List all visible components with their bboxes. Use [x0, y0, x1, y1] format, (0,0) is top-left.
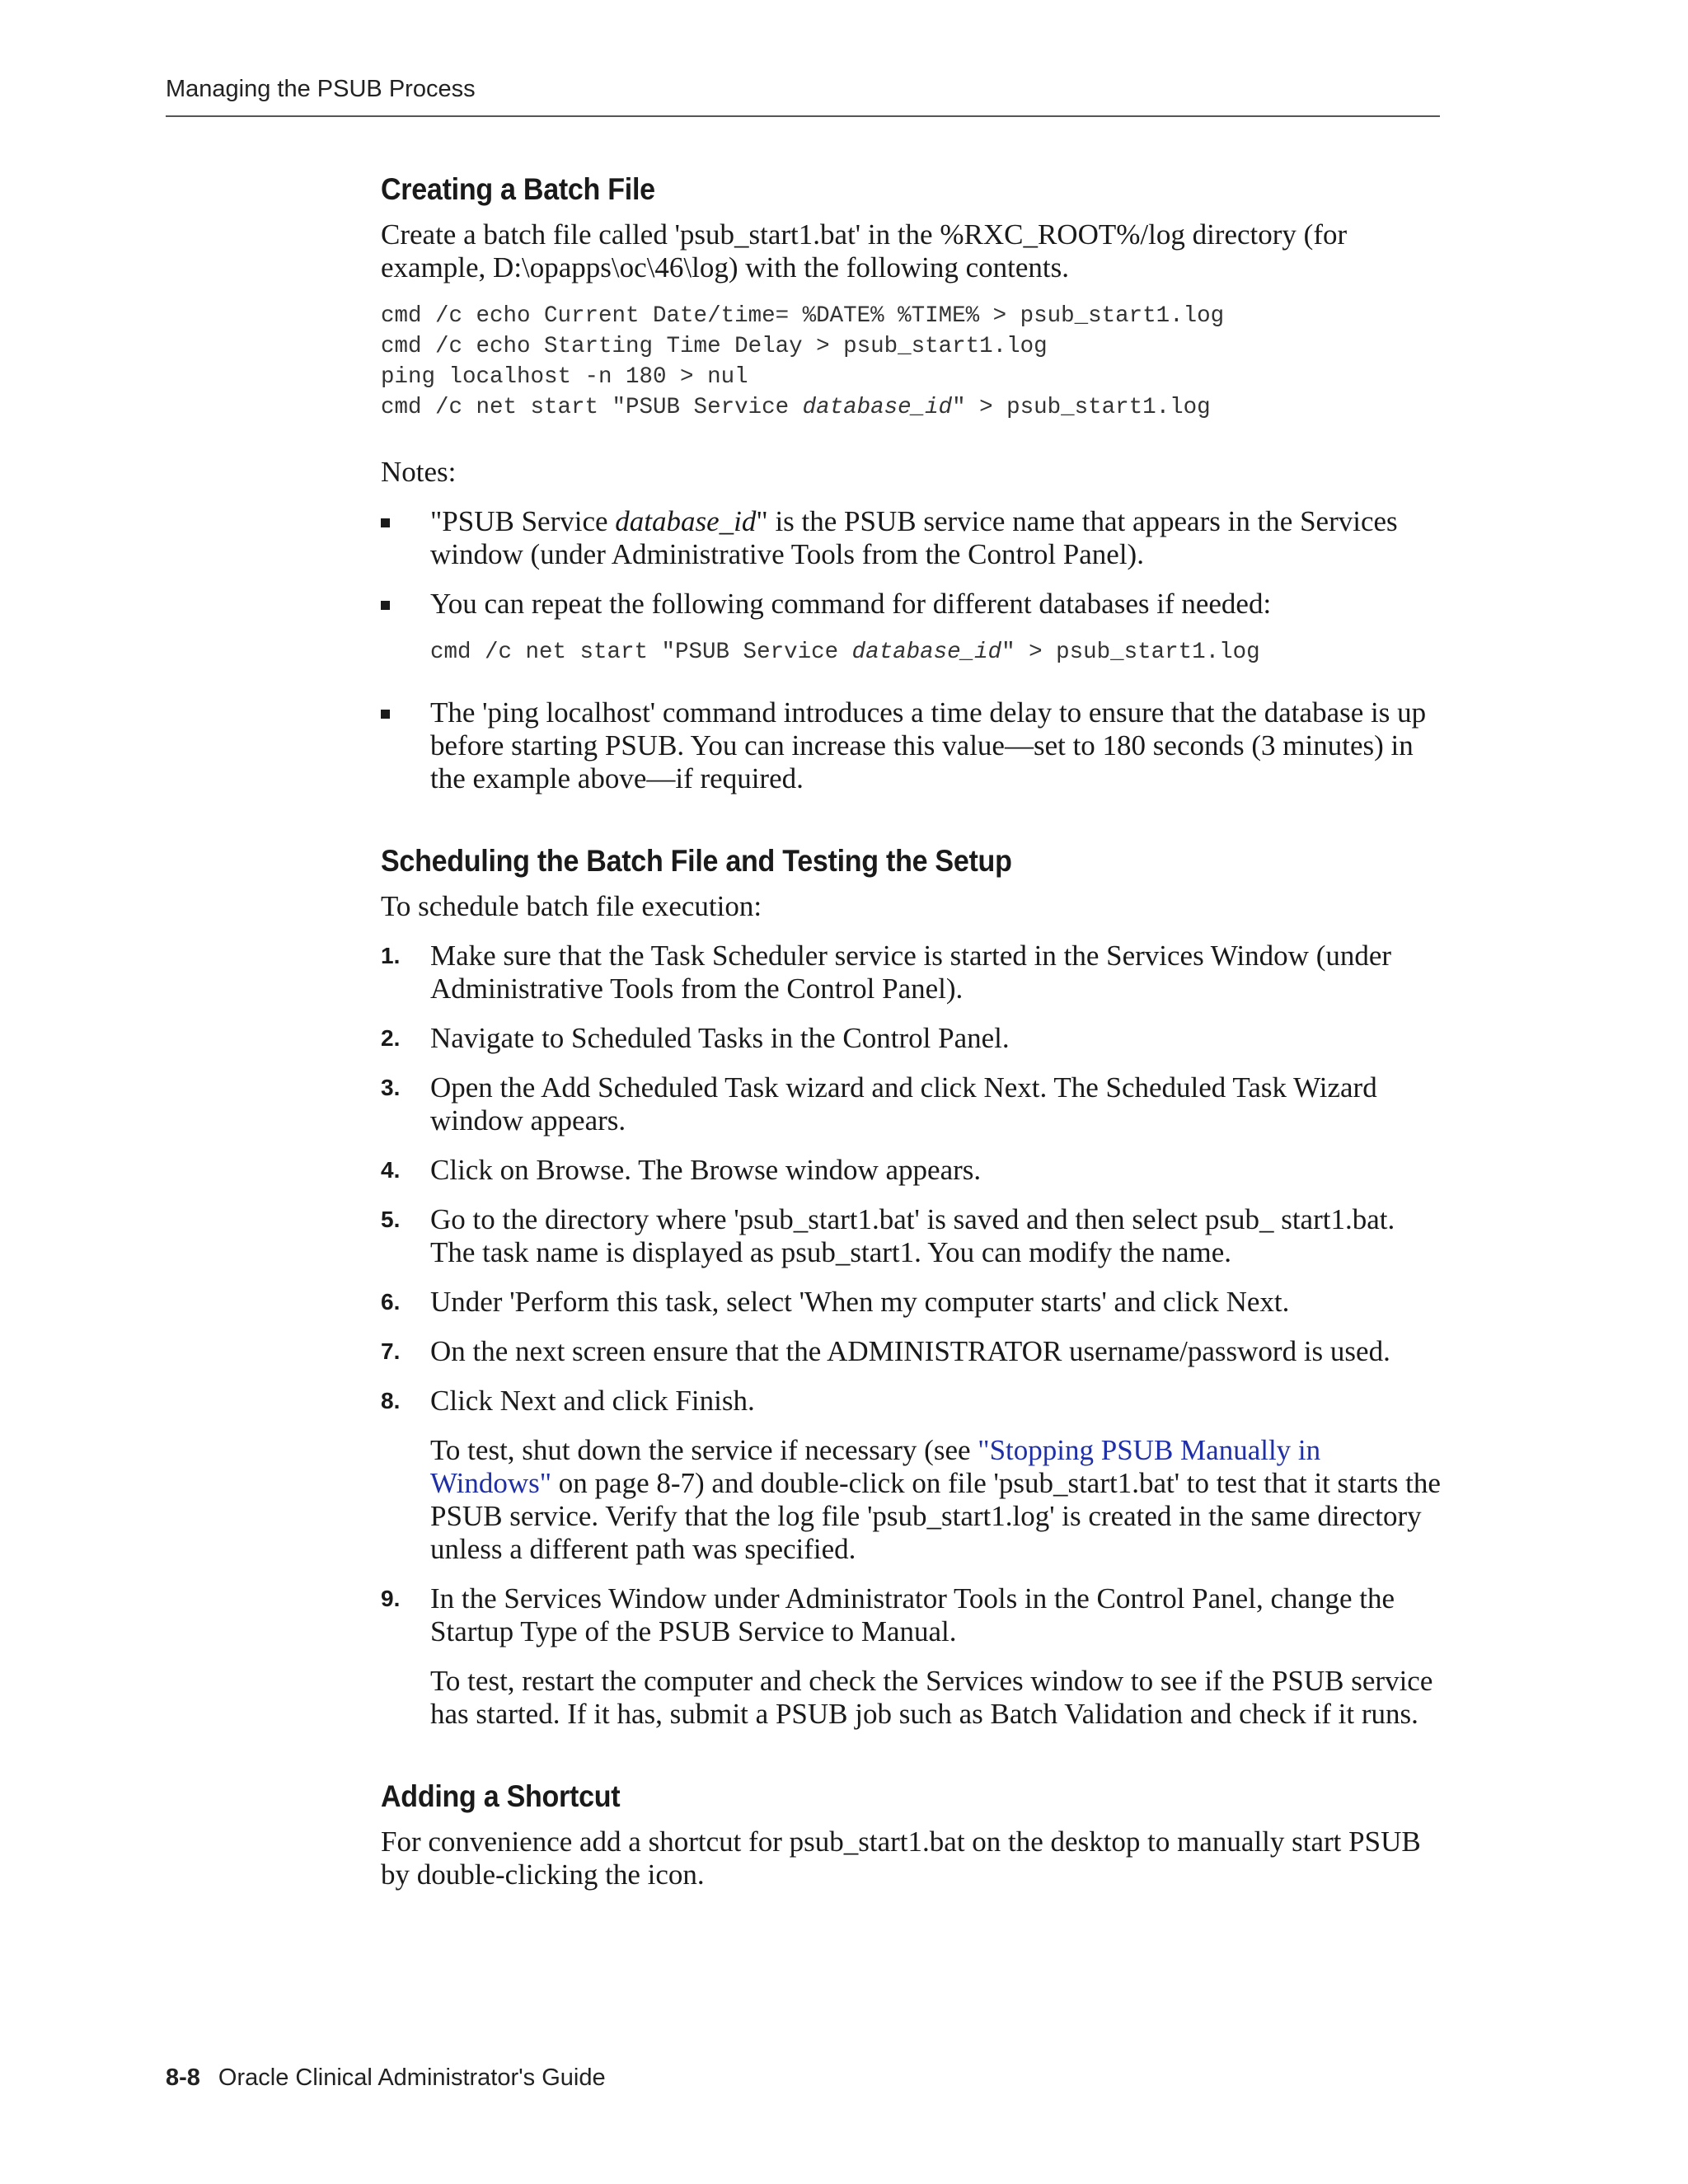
note3-text: The 'ping localhost' command introduces a time delay to ensure that the database is up before starting PSUB. You can increase this value—set to 180 seconds (3 minutes) in the example above—if required.	[430, 696, 1427, 794]
step-item-6	[381, 1286, 1444, 1319]
step-text: Under 'Perform this task, select 'When my computer starts' and click Next.	[430, 1286, 1290, 1318]
step-item-1	[381, 940, 1444, 1005]
step-number: 9.	[381, 1586, 401, 1611]
step-item-9	[381, 1582, 1444, 1731]
step-number: 1.	[381, 943, 401, 968]
step-text: Make sure that the Task Scheduler service is started in the Services Window (under Administrative Tools from the Control Panel).	[430, 940, 1392, 1005]
note2-text: You can repeat the following command for different databases if needed:	[430, 588, 1272, 620]
code-line-4-post: " > psub_start1.log	[952, 395, 1211, 420]
section1-intro: Create a batch file called 'psub_start1.bat' in the %RXC_ROOT%/log directory (for example, D:\opapps\oc\46\log) with the following contents.	[381, 218, 1348, 284]
step-text: Navigate to Scheduled Tasks in the Control Panel.	[430, 1022, 1010, 1054]
page-number: 8-8	[166, 2064, 200, 2091]
step-number: 2.	[381, 1025, 401, 1051]
square-bullet-icon	[381, 601, 390, 610]
note2-code-pre: cmd /c net start "PSUB Service	[430, 640, 852, 665]
code-line-4	[381, 395, 1211, 420]
section-heading-adding-shortcut: Adding a Shortcut	[381, 1779, 621, 1813]
step-item-7	[381, 1335, 1444, 1368]
header-divider	[166, 115, 1440, 117]
step-text: Click Next and click Finish.	[430, 1385, 755, 1417]
note2-code	[430, 637, 1444, 668]
section-spacer	[381, 812, 1444, 841]
section-heading-scheduling: Scheduling the Batch File and Testing the Setup	[381, 844, 1012, 878]
step-text: In the Services Window under Administrator Tools in the Control Panel, change the Startup Type of the PSUB Service to Manual.	[430, 1582, 1395, 1647]
page-content	[381, 169, 1444, 1908]
square-bullet-icon	[381, 710, 390, 719]
step8-sub-pre: To test, shut down the service if necessary (see	[430, 1434, 978, 1466]
running-header: Managing the PSUB Process	[166, 76, 476, 102]
step-item-2	[381, 1022, 1444, 1055]
step-number: 7.	[381, 1338, 401, 1364]
step-item-8	[381, 1385, 1444, 1566]
step-text: On the next screen ensure that the ADMINISTRATOR username/password is used.	[430, 1335, 1390, 1367]
step8-subparagraph	[430, 1434, 1444, 1566]
square-bullet-icon	[381, 518, 390, 527]
code-line-2: cmd /c echo Starting Time Delay > psub_start1.log	[381, 334, 1048, 359]
step-text: Click on Browse. The Browse window appears.	[430, 1154, 982, 1186]
note1-ital: database_id	[615, 505, 757, 537]
step-item-4	[381, 1154, 1444, 1187]
notes-list	[381, 505, 1444, 795]
step-text: Go to the directory where 'psub_start1.bat' is saved and then select psub_ start1.bat. The task name is displayed as psub_start1. You can modify the name.	[430, 1203, 1395, 1268]
step-item-3	[381, 1071, 1444, 1137]
section-spacer	[381, 1747, 1444, 1776]
section2-intro: To schedule batch file execution:	[381, 890, 762, 922]
step-text: Open the Add Scheduled Task wizard and click Next. The Scheduled Task Wizard window appears.	[430, 1071, 1377, 1137]
step9-subparagraph: To test, restart the computer and check the Services window to see if the PSUB service has started. If it has, submit a PSUB job such as Batch Validation and check if it runs.	[430, 1665, 1433, 1730]
step-number: 4.	[381, 1157, 401, 1183]
stopping-psub-link[interactable]: "Stopping PSUB Manually in Windows"	[430, 1434, 1321, 1499]
note1-post: " is the PSUB service name that appears in the Services window (under Administrative Tools from the Control Panel).	[430, 505, 1398, 570]
note-item-1	[381, 505, 1444, 571]
note-item-3	[381, 696, 1444, 795]
step8-sub-post: on page 8-7) and double-click on file 'psub_start1.bat' to test that it starts the PSUB service. Verify that the log file 'psub_start1.log' is created in the same directory unless a different path was specified.	[430, 1467, 1441, 1565]
note2-code-post: " > psub_start1.log	[1001, 640, 1260, 665]
step-number: 6.	[381, 1289, 401, 1315]
section-heading-creating-batch-file: Creating a Batch File	[381, 172, 655, 206]
code-line-4-pre: cmd /c net start "PSUB Service	[381, 395, 803, 420]
steps-list	[381, 940, 1444, 1731]
notes-label: Notes:	[381, 456, 457, 488]
step-item-5	[381, 1203, 1444, 1269]
note2-code-ital: database_id	[851, 640, 1002, 665]
note-item-2	[381, 588, 1444, 668]
code-line-3: ping localhost -n 180 > nul	[381, 364, 748, 390]
code-line-4-ital: database_id	[802, 395, 953, 420]
page-footer	[166, 2064, 606, 2092]
step-number: 3.	[381, 1075, 401, 1100]
section3-text: For convenience add a shortcut for psub_start1.bat on the desktop to manually start PSUB by double-clicking the icon.	[381, 1825, 1421, 1891]
batch-file-code	[381, 301, 1444, 423]
step-number: 8.	[381, 1388, 401, 1413]
note1-pre: "PSUB Service	[430, 505, 616, 537]
code-line-1: cmd /c echo Current Date/time= %DATE% %TIME% > psub_start1.log	[381, 303, 1225, 329]
book-title: Oracle Clinical Administrator's Guide	[218, 2064, 606, 2091]
step-number: 5.	[381, 1207, 401, 1232]
